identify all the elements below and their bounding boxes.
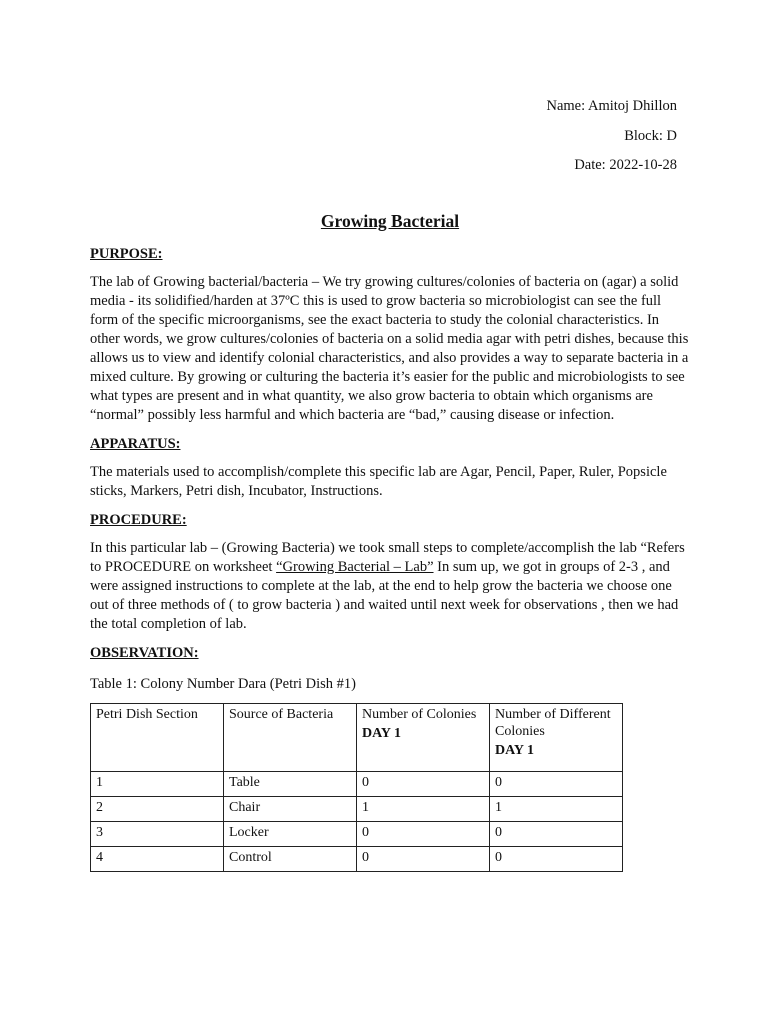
column-header (91, 704, 224, 772)
procedure-text (90, 539, 690, 634)
table-cell: 0 (357, 822, 490, 847)
column-header-label: Source of Bacteria (229, 707, 334, 722)
column-header-label: Petri Dish Section (96, 707, 198, 722)
table-row (91, 847, 623, 872)
table-cell: 0 (490, 822, 623, 847)
purpose-heading: PURPOSE: (90, 246, 163, 262)
table-cell: Locker (224, 822, 357, 847)
table-header-row (91, 704, 623, 772)
table-cell: 0 (490, 772, 623, 797)
table-cell: 1 (490, 797, 623, 822)
table-cell: 1 (91, 772, 224, 797)
document-title: Growing Bacterial (320, 211, 460, 231)
table-cell: 2 (91, 797, 224, 822)
report-date: Date: 2022-10-28 (574, 157, 677, 173)
table-cell: 3 (91, 822, 224, 847)
document-body (90, 245, 690, 872)
table-cell: 4 (91, 847, 224, 872)
table-row (91, 797, 623, 822)
column-header-label: Number of Different Colonies (495, 707, 611, 739)
procedure-heading: PROCEDURE: (90, 512, 187, 528)
table-cell: 0 (357, 847, 490, 872)
table-cell: Chair (224, 797, 357, 822)
apparatus-text: The materials used to accomplish/complete this specific lab are Agar, Pencil, Paper, Ruler, Popsicle sticks, Markers, Petri dish, Incubator, Instructions. (90, 464, 667, 499)
table-row (91, 772, 623, 797)
table-row (91, 822, 623, 847)
table-cell: 0 (490, 847, 623, 872)
worksheet-reference: “Growing Bacterial – Lab” (276, 559, 434, 575)
column-header-label: Number of Colonies (362, 707, 477, 722)
table-cell: 0 (357, 772, 490, 797)
column-header (357, 704, 490, 772)
colony-data-table (90, 703, 623, 872)
table-cell: Control (224, 847, 357, 872)
purpose-text: The lab of Growing bacterial/bacteria – We try growing cultures/colonies of bacteria on (agar) a solid media - its solidified/harden at 37ºC this is used to grow bacteria so microbiologist can see the full form of the specific microorganisms, see the exact bacteria to study the colonial characteristics. In other words, we grow cultures/colonies of bacteria on a solid media agar with petri dishes, because this allows us to view and identify colonial characteristics, and also provides a way to separate bacteria in a mixed culture. By growing or culturing the bacteria it’s easier for the public and microbiologists to see what types are present and in what quantity, we also grow bacteria to obtain which organisms are “normal” possibly less harmful and which bacteria are “bad,” causing disease or infection. (90, 274, 689, 423)
observation-heading: OBSERVATION: (90, 645, 199, 661)
column-header (490, 704, 623, 772)
column-header-day: DAY 1 (495, 743, 535, 758)
header-block (547, 92, 678, 181)
apparatus-heading: APPARATUS: (90, 436, 181, 452)
student-name: Name: Amitoj Dhillon (546, 98, 677, 114)
column-header-day: DAY 1 (362, 726, 402, 741)
procedure-text-start: In this particular lab – (Growing Bacteria) we took small steps to complete/accomplish the lab “Refers to PROCEDURE on worksheet (90, 540, 685, 575)
column-header (224, 704, 357, 772)
procedure-text-end: In sum up, we got in groups of 2-3 , and were assigned instructions to complete at the lab, at the end to help grow the bacteria we choose one out of three methods of ( to grow bacteria ) and waited until next week for observations , then we had the total completion of lab. (90, 559, 679, 632)
table-cell: 1 (357, 797, 490, 822)
table-cell: Table (224, 772, 357, 797)
student-block: Block: D (624, 127, 677, 144)
table-caption: Table 1: Colony Number Dara (Petri Dish #1) (90, 676, 356, 692)
